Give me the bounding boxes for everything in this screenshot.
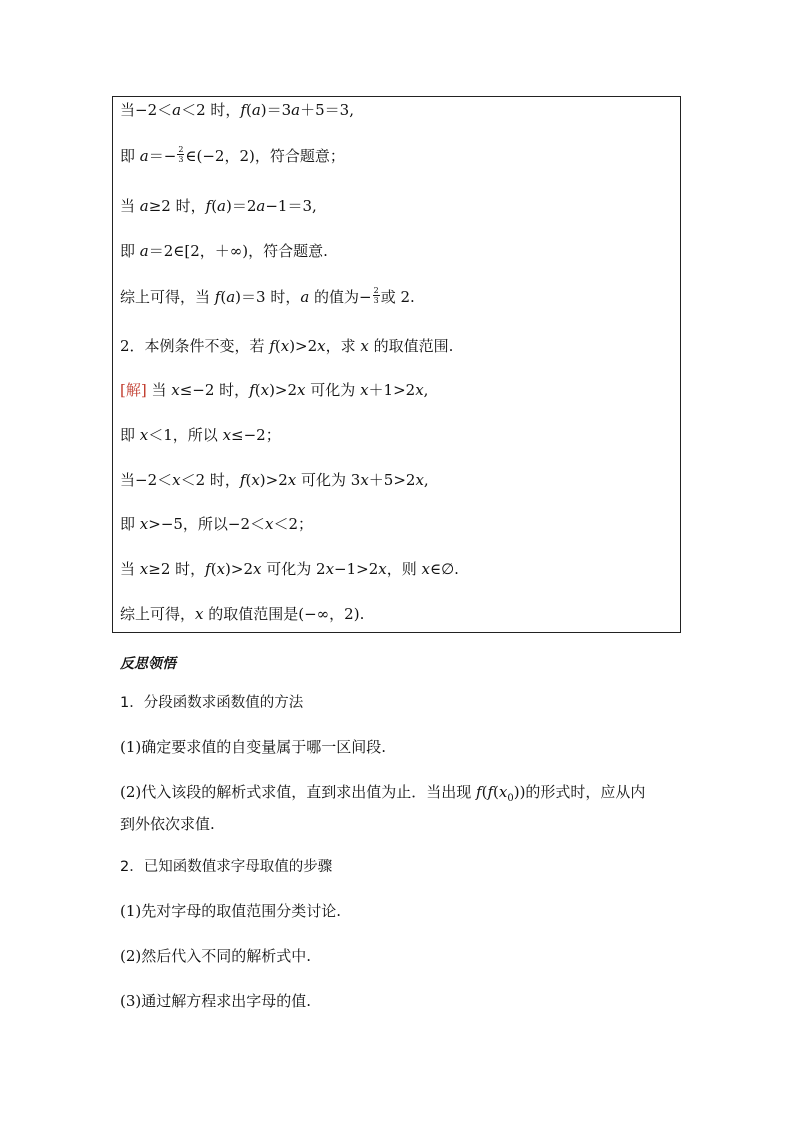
case-line-1: 当−2＜a＜2 时，f(a)＝3a＋5＝3, (120, 101, 354, 119)
solution-box (112, 96, 681, 633)
question-2: 2．本例条件不变，若 f(x)>2x，求 x 的取值范围. (120, 337, 454, 355)
solution-line-5: 当 x≥2 时，f(x)>2x 可化为 2x−1>2x，则 x∈∅. (120, 560, 459, 578)
solution-conclusion: 综上可得，x 的取值范围是(−∞，2). (120, 605, 365, 623)
reflection-2-1: (1)先对字母的取值范围分类讨论. (120, 902, 342, 920)
reflection-1-2: (2)代入该段的解析式求值，直到求出值为止．当出现 $f(f(x_0))$的形式时，应从内 (120, 783, 646, 804)
solution-line-4: 即 x>−5，所以−2＜x＜2； (120, 515, 314, 533)
solution-tag: [解] (120, 381, 147, 399)
fraction: $\frac{2}{3}$ (178, 144, 184, 164)
solution-line-2: 即 x＜1，所以 x≤−2； (120, 426, 281, 444)
reflection-2-2: (2)然后代入不同的解析式中. (120, 947, 312, 965)
case-conclusion: 综上可得，当 f(a)＝3 时，a 的值为− $\frac{2}{3}$ 或 2. (120, 285, 415, 306)
reflection-title-1: 1．分段函数求函数值的方法 (120, 695, 304, 711)
solution-line-3: 当−2＜x＜2 时，f(x)>2x 可化为 3x＋5>2x, (120, 471, 429, 489)
case-line-3: 当 a≥2 时，f(a)＝2a−1＝3, (120, 197, 317, 215)
reflection-heading: 反思领悟 (120, 656, 176, 672)
reflection-1-1: (1)确定要求值的自变量属于哪一区间段. (120, 738, 387, 756)
reflection-2-3: (3)通过解方程求出字母的值. (120, 992, 312, 1010)
case-line-4: 即 a＝2∈[2，＋∞)，符合题意. (120, 242, 328, 260)
solution-line-1: [解] 当 x≤−2 时，f(x)>2x 可化为 x＋1>2x, (120, 381, 429, 399)
fraction: $\frac{2}{3}$ (373, 285, 379, 305)
reflection-1-2-cont: 到外依次求值. (120, 815, 215, 833)
case-line-2: 即 a＝− $\frac{2}{3}$ ∈(−2，2)，符合题意； (120, 144, 345, 165)
reflection-title-2: 2．已知函数值求字母取值的步骤 (120, 859, 333, 875)
